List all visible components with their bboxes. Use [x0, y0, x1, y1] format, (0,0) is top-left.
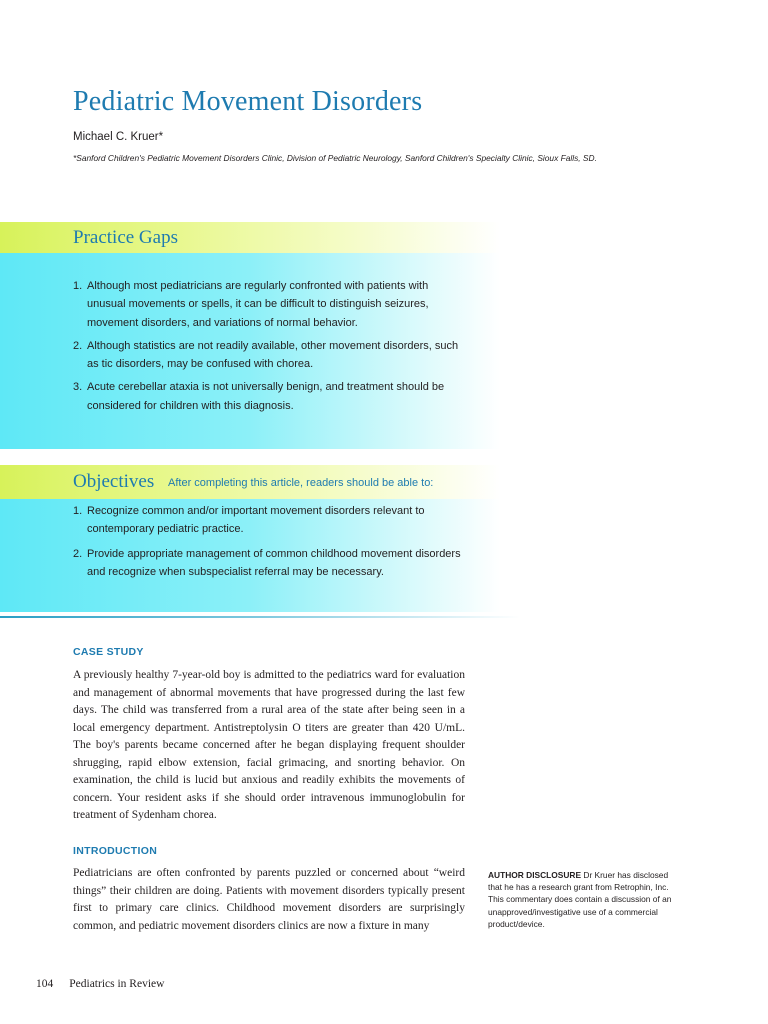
list-item [73, 545, 463, 582]
list-item [73, 378, 463, 415]
introduction-heading: INTRODUCTION [73, 845, 158, 857]
author-name: Michael C. Kruer* [73, 131, 164, 143]
objectives-header [0, 465, 500, 499]
page-number: 104 [36, 978, 54, 990]
item-number: 1. [73, 280, 83, 292]
page-footer [36, 978, 164, 990]
item-text: Acute cerebellar ataxia is not universally benign, and treatment should be considered for children with this diagnosis. [87, 381, 445, 412]
objectives-heading: Objectives [73, 471, 155, 492]
case-study-text: A previously healthy 7-year-old boy is admitted to the pediatrics ward for evaluation and management of abnormal movements that have progressed during the last few days. The child was transferred from a rural area of the state after being seen in a local emergency department. Antistreptolysin O titers are greater than 420 U/mL. The boy's parents became concerned after he began displaying frequent shoulder shrugging, rapid elbow extension, facial grimacing, and snorting behavior. On examination, the child is lucid but anxious and readily exhibits the movements of concern. Your resident asks if she should order intravenous immunoglobulin for treatment of Sydenham chorea. [73, 669, 465, 821]
item-text: Provide appropriate management of common childhood movement disorders and recognize when subspecialist referral may be necessary. [87, 547, 461, 578]
item-number: 1. [73, 505, 83, 517]
list-item [73, 277, 463, 332]
section-divider [0, 616, 520, 618]
practice-gaps-heading: Practice Gaps [73, 227, 178, 248]
list-item [73, 337, 463, 374]
article-title: Pediatric Movement Disorders [73, 86, 423, 117]
item-number: 2. [73, 339, 83, 352]
practice-gaps-header [0, 222, 500, 253]
disclosure-label: AUTHOR DISCLOSURE [488, 870, 582, 880]
item-text: Although statistics are not readily available, other movement disorders, such as tic disorders, may be confused with chorea. [87, 339, 459, 371]
item-number: 2. [73, 547, 83, 560]
item-text: Recognize common and/or important movement disorders relevant to contemporary pediatric practice. [87, 505, 425, 536]
journal-name: Pediatrics in Review [69, 978, 165, 990]
item-number: 3. [73, 381, 83, 394]
case-study-heading: CASE STUDY [73, 646, 144, 658]
objectives-list [73, 502, 463, 587]
item-text: Although most pediatricians are regularly confronted with patients with unusual movements or spells, it can be difficult to distinguish seizures, movement disorders, and variations of normal behavior. [87, 280, 429, 329]
practice-gaps-list [73, 277, 463, 420]
objectives-subheading: After completing this article, readers should be able to: [168, 477, 434, 489]
disclosure-text: Dr Kruer has disclosed that he has a research grant from Retrophin, Inc. This commentary does contain a discussion of an unapproved/investigative use of a commercial product/device. [488, 870, 672, 929]
author-affiliation: *Sanford Children's Pediatric Movement Disorders Clinic, Division of Pediatric Neurology, Sanford Children's Specialty Clinic, Sioux Falls, SD. [73, 153, 597, 163]
introduction-text: Pediatricians are often confronted by parents puzzled or concerned about “weird things” their children are doing. Patients with movement disorders typically present first to primary care clinics. Childhood movement disorders are surprisingly common, and pediatric movement disorders clinics are now a fixture in many [73, 867, 465, 932]
list-item [73, 502, 463, 539]
author-disclosure [488, 869, 678, 930]
